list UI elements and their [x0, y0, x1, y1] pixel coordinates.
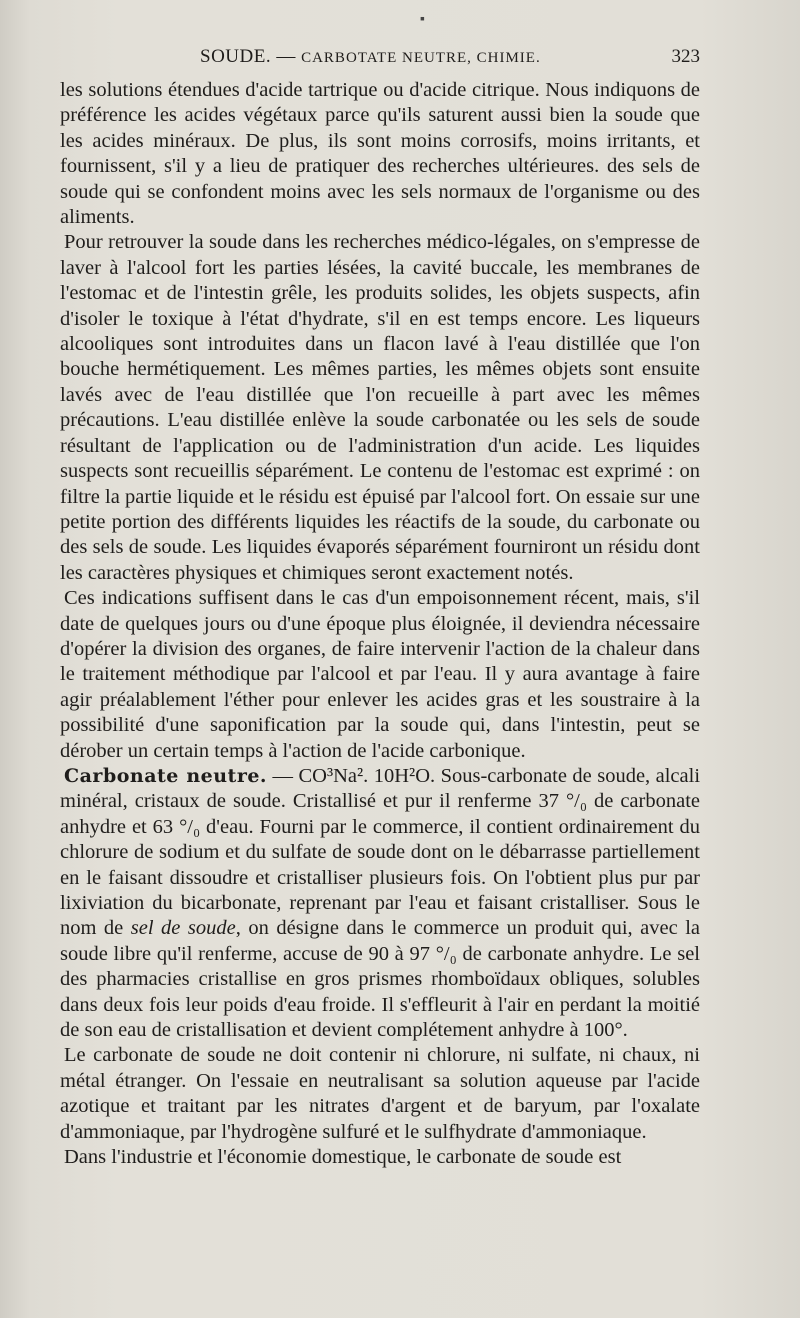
running-title	[200, 46, 541, 68]
section-heading: Carbonate neutre.	[64, 764, 268, 787]
paragraph-5: Le carbonate de soude ne doit contenir ni chlorure, ni sulfate, ni chaux, ni métal étranger. On l'essaie en neutralisant sa solution aqueuse par l'acide azotique et traitant par les nitrates d'argent et de baryum, par l'oxalate d'ammoniaque, par l'hydrogène sulfuré et le sulfhydrate d'ammoniaque.	[60, 1044, 700, 1143]
running-header	[60, 46, 700, 76]
paragraph-3: Ces indications suffisent dans le cas d'un empoisonnement récent, mais, s'il date de quelques jours ou d'une époque plus éloignée, il deviendra nécessaire d'opérer la division des organes, de faire intervenir l'action de la chaleur dans le traitement méthodique par l'alcool et par l'eau. Il y aura avantage à faire agir préalablement l'éther pour enlever les acides gras et les soustraire à la possibilité d'une saponification par la soude qui, dans l'intestin, peut se dérober un certain temps à l'action de l'acide carbonique.	[60, 587, 700, 762]
section-carbonate-neutre	[60, 764, 700, 1043]
chemical-formula: CO³Na². 10H²O.	[298, 764, 436, 787]
paragraph-1: les solutions étendues d'acide tartrique ou d'acide citrique. Nous indiquons de préférence les acides végétaux parce qu'ils saturent aussi bien la soude que les acides minéraux. De plus, ils sont moins corrosifs, moins irritants, et fournissent, s'il y a lieu de pratiquer des recherches ultérieures. des sels de soude qui se confondent moins avec les sels normaux de l'organisme ou des aliments.	[60, 79, 700, 229]
running-title-main: SOUDE.	[200, 46, 272, 67]
section-dash: —	[272, 764, 294, 787]
body-text	[60, 78, 700, 1170]
section-italic-term: sel de soude	[130, 917, 236, 940]
paragraph-6: Dans l'industrie et l'économie domestique, le carbonate de soude est	[64, 1146, 622, 1169]
print-mark: ▪	[420, 12, 425, 27]
section-text-a: Sous-carbonate de soude, alcali minéral, cristaux de soude. Cristallisé et pur il renferme 37 °/₀ de carbonate anhydre et 63 °/₀ d'eau. Fourni par le commerce, il contient ordinairement du chlorure de sodium et du sulfate de soude dont on le débarrasse partiellement en le faisant dissoudre et cristalliser plusieurs fois. On l'obtient plus pur par lixiviation du bicarbonate, reprenant par l'eau et faisant cristalliser. Sous le nom de	[60, 764, 701, 940]
running-title-separator: —	[276, 46, 296, 67]
running-title-subtitle: CARBOTATE NEUTRE, CHIMIE.	[301, 50, 541, 66]
paragraph-2: Pour retrouver la soude dans les recherches médico-légales, on s'empresse de laver à l'alcool fort les parties lésées, la cavité buccale, les membranes de l'estomac et de l'intestin grêle, les produits solides, les objets suspects, afin d'isoler le toxique à l'état d'hydrate, s'il en est temps encore. Les liqueurs alcooliques sont introduites dans un flacon lavé à l'eau distillée que l'on bouche hermétiquement. Les mêmes parties, les mêmes objets sont ensuite lavés avec de l'eau distillée que l'on recueille à part avec les mêmes précautions. L'eau distillée enlève la soude carbonatée ou les sels de soude résultant de l'application ou de l'administration d'un acide. Les liquides suspects sont recueillis séparément. Le contenu de l'estomac est exprimé : on filtre la partie liquide et le résidu est épuisé par l'alcool fort. On essaie sur une petite portion des différents liquides les réactifs de la soude, du carbonate ou des sels de soude. Les liquides évaporés séparément fourniront un résidu dont les caractères physiques et chimiques seront exactement notés.	[60, 231, 700, 584]
section-text-b: , on désigne dans le commerce un produit qui, avec la soude libre qu'il renferme, accuse de 90 à 97 °/₀ de carbonate anhydre. Le sel des pharmacies cristallise en gros prismes rhomboïdaux obliques, solubles dans deux fois leur poids d'eau froide. Il s'effleurit à l'air en perdant la moitié de son eau de cristallisation et devient complétement anhydre à 100°.	[60, 917, 701, 1042]
page-number: 323	[671, 46, 700, 67]
